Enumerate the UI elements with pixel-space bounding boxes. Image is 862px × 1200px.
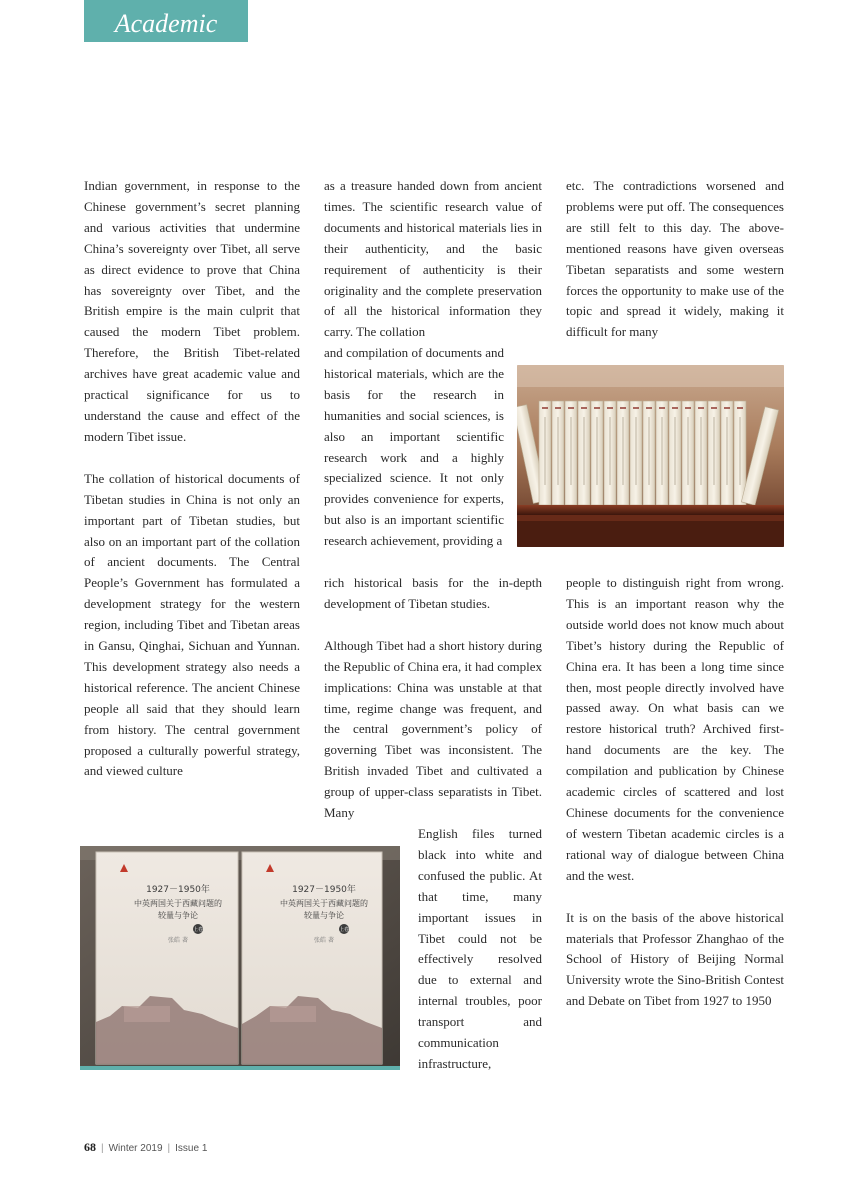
paragraph: people to distinguish right from wrong. This is an important reason why the outside world does not know much about Tibet’s history during the Republic of China era. It has been a long time since then, most people directly involved have passed away. On what basis can we restore historical truth? Archived first-hand documents are the key. The compilation and publication by Chinese academic circles of scattered and lost Chinese documents for the convenience of western Tibetan academic circles is a rational way of dialogue between China and the west. (566, 575, 784, 883)
cover-title: 较量与争论 (158, 911, 198, 920)
paragraph: as a treasure handed down from ancient times. The scientific research value of documents and historical materials lies in their authenticity, and the basic requirement of authenticity is their originality and the complete preservation of all the historical information they carry. The collation (324, 178, 542, 340)
cover-author: 张皓 著 (314, 937, 334, 944)
page-footer (84, 1140, 207, 1155)
paragraph: Indian government, in response to the Chinese government’s secret planning and various activities that undermine China’s sovereignty over Tibet, all serve as direct evidence to prove that China has sovereignty over Tibet, and the British empire is the main culprit that caused the modern Tibet problem. Therefore, the British Tibet-related archives have great academic value and practical significance for us to understand the cause and effect of the modern Tibet issue. (84, 178, 300, 444)
cover-title: 中英两国关于西藏问题的 (134, 899, 222, 908)
paragraph: and compilation of documents and historical materials, which are the basis for the research in humanities and social sciences, is also an important scientific research work and a highly specialized science. It not only provides convenience for experts, but also is an important scientific research achievement, providing a (324, 345, 504, 549)
accent-bar (80, 1066, 400, 1070)
paragraph: Although Tibet had a short history during the Republic of China era, it had complex implications: China was unstable at that time, regime change was frequent, and the central government’s policy of governing Tibet was inconsistent. The British invaded Tibet and cultivated a group of upper-class separatists in Tibet. Many (324, 637, 542, 821)
section-tag: Academic (84, 0, 248, 42)
text-column-2-narrow (324, 343, 504, 552)
page-number: 68 (84, 1140, 96, 1154)
text-column-2-top (324, 176, 542, 343)
cover-title: 较量与争论 (304, 911, 344, 920)
paragraph: etc. The contradictions worsened and problems were put off. The consequences are still felt to this day. The above-mentioned reasons have given overseas Tibetan separatists and some western forces the opportunity to make use of the topic and spread it widely, making it difficult for many (566, 178, 784, 340)
issue-number: Issue 1 (175, 1143, 208, 1154)
book-covers-photo (80, 846, 400, 1068)
separator: | (101, 1143, 104, 1154)
cover-years: 1927－1950年 (146, 885, 210, 895)
text-column-2-bottom (418, 824, 542, 1075)
cover-title: 中英两国关于西藏问题的 (280, 899, 368, 908)
issue-date: Winter 2019 (108, 1143, 163, 1154)
bookshelf-photo (517, 365, 784, 547)
cover-years: 1927－1950年 (292, 885, 356, 895)
text-column-3-top (566, 176, 784, 343)
text-column-3-bottom (566, 573, 784, 1012)
paragraph: English files turned black into white and confused the public. At that time, many important issues in Tibet could not be effectively resolved due to external and internal troubles, poor transport and communication infrastructure, (418, 826, 542, 1071)
paragraph: It is on the basis of the above historical materials that Professor Zhanghao of the School of History of Beijing Normal University wrote the Sino-British Contest and Debate on Tibet from 1927 to 1950 (566, 909, 784, 1009)
paragraph: rich historical basis for the in-depth development of Tibetan studies. (324, 575, 542, 611)
cover-author: 张皓 著 (168, 937, 188, 944)
text-column-2-middle (324, 573, 542, 824)
cover-volume: 上卷 (192, 927, 204, 933)
text-column-1 (84, 176, 300, 782)
separator: | (167, 1143, 171, 1154)
cover-volume: 上卷 (338, 927, 350, 933)
paragraph: The collation of historical documents of Tibetan studies in China is not only an important part of Tibetan studies, but also on an important part of the collation of ancient documents. The Central People’s Government has formulated a development strategy for the western region, including Tibet and Tibetan areas in Gansu, Qinghai, Sichuan and Yunnan. This development strategy also needs a historical reference. The ancient Chinese people all said that they should learn from history. The central government proposed a culturally powerful strategy, and viewed culture (84, 470, 300, 779)
